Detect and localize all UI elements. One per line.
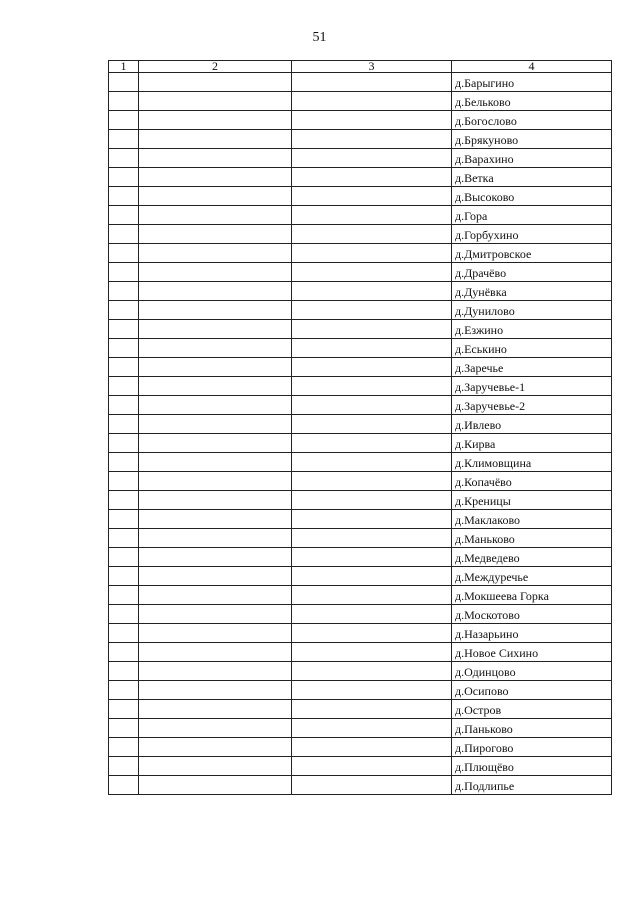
settlement-name-cell: д.Высоково <box>452 187 612 206</box>
settlement-name-cell: д.Брякуново <box>452 130 612 149</box>
header-cell-1: 1 <box>109 61 139 73</box>
empty-cell-col-3 <box>292 130 452 149</box>
empty-cell-col-3 <box>292 738 452 757</box>
empty-cell-col-1 <box>109 700 139 719</box>
table-body <box>109 61 612 795</box>
settlement-name-cell: д.Еськино <box>452 339 612 358</box>
empty-cell-col-3 <box>292 472 452 491</box>
empty-cell-col-3 <box>292 244 452 263</box>
settlement-name-cell: д.Копачёво <box>452 472 612 491</box>
empty-cell-col-2 <box>139 491 292 510</box>
empty-cell-col-3 <box>292 453 452 472</box>
settlement-name-cell: д.Мокшеева Горка <box>452 586 612 605</box>
table-row <box>109 130 612 149</box>
settlement-name-cell: д.Маньково <box>452 529 612 548</box>
empty-cell-col-3 <box>292 662 452 681</box>
page-number: 51 <box>312 30 327 45</box>
table-row <box>109 206 612 225</box>
header-cell-2: 2 <box>139 61 292 73</box>
empty-cell-col-3 <box>292 624 452 643</box>
empty-cell-col-3 <box>292 111 452 130</box>
table-row <box>109 73 612 92</box>
settlement-name-cell: д.Заречье <box>452 358 612 377</box>
empty-cell-col-2 <box>139 73 292 92</box>
settlement-name-cell: д.Гора <box>452 206 612 225</box>
empty-cell-col-3 <box>292 757 452 776</box>
table-row <box>109 263 612 282</box>
table-row <box>109 738 612 757</box>
table-row <box>109 453 612 472</box>
settlement-name-cell: д.Москотово <box>452 605 612 624</box>
empty-cell-col-2 <box>139 681 292 700</box>
empty-cell-col-1 <box>109 111 139 130</box>
empty-cell-col-3 <box>292 776 452 795</box>
table-row <box>109 434 612 453</box>
settlement-name-cell: д.Маклаково <box>452 510 612 529</box>
empty-cell-col-1 <box>109 586 139 605</box>
empty-cell-col-3 <box>292 700 452 719</box>
table-row <box>109 396 612 415</box>
empty-cell-col-2 <box>139 643 292 662</box>
table-row <box>109 624 612 643</box>
empty-cell-col-2 <box>139 92 292 111</box>
settlement-name-cell: д.Заручевье-2 <box>452 396 612 415</box>
empty-cell-col-3 <box>292 681 452 700</box>
empty-cell-col-3 <box>292 719 452 738</box>
empty-cell-col-2 <box>139 206 292 225</box>
empty-cell-col-2 <box>139 130 292 149</box>
empty-cell-col-1 <box>109 757 139 776</box>
table-row <box>109 700 612 719</box>
settlement-name-cell: д.Ветка <box>452 168 612 187</box>
header-cell-4: 4 <box>452 61 612 73</box>
empty-cell-col-2 <box>139 472 292 491</box>
settlement-name-cell: д.Богослово <box>452 111 612 130</box>
empty-cell-col-1 <box>109 244 139 263</box>
empty-cell-col-2 <box>139 263 292 282</box>
table-row <box>109 358 612 377</box>
empty-cell-col-1 <box>109 320 139 339</box>
empty-cell-col-3 <box>292 605 452 624</box>
settlement-name-cell: д.Пирогово <box>452 738 612 757</box>
empty-cell-col-1 <box>109 738 139 757</box>
table-row <box>109 244 612 263</box>
settlement-name-cell: д.Подлипье <box>452 776 612 795</box>
empty-cell-col-1 <box>109 605 139 624</box>
table-row <box>109 187 612 206</box>
empty-cell-col-2 <box>139 662 292 681</box>
empty-cell-col-1 <box>109 358 139 377</box>
table-row <box>109 776 612 795</box>
table-row <box>109 168 612 187</box>
table-row <box>109 510 612 529</box>
empty-cell-col-1 <box>109 510 139 529</box>
empty-cell-col-1 <box>109 149 139 168</box>
empty-cell-col-2 <box>139 358 292 377</box>
empty-cell-col-2 <box>139 700 292 719</box>
empty-cell-col-1 <box>109 662 139 681</box>
empty-cell-col-1 <box>109 130 139 149</box>
empty-cell-col-3 <box>292 510 452 529</box>
empty-cell-col-2 <box>139 111 292 130</box>
empty-cell-col-3 <box>292 548 452 567</box>
empty-cell-col-1 <box>109 339 139 358</box>
empty-cell-col-2 <box>139 510 292 529</box>
table-row <box>109 605 612 624</box>
table-row <box>109 282 612 301</box>
settlement-name-cell: д.Паньково <box>452 719 612 738</box>
empty-cell-col-2 <box>139 339 292 358</box>
empty-cell-col-3 <box>292 73 452 92</box>
empty-cell-col-3 <box>292 339 452 358</box>
table-row <box>109 92 612 111</box>
empty-cell-col-2 <box>139 301 292 320</box>
empty-cell-col-1 <box>109 472 139 491</box>
table-row <box>109 377 612 396</box>
settlements-table-container <box>108 60 612 795</box>
empty-cell-col-2 <box>139 776 292 795</box>
empty-cell-col-1 <box>109 301 139 320</box>
settlements-table <box>108 60 612 795</box>
settlement-name-cell: д.Дунилово <box>452 301 612 320</box>
settlement-name-cell: д.Езжино <box>452 320 612 339</box>
empty-cell-col-1 <box>109 529 139 548</box>
settlement-name-cell: д.Дмитровское <box>452 244 612 263</box>
table-header-row <box>109 61 612 73</box>
empty-cell-col-2 <box>139 548 292 567</box>
settlement-name-cell: д.Остров <box>452 700 612 719</box>
empty-cell-col-2 <box>139 320 292 339</box>
empty-cell-col-1 <box>109 377 139 396</box>
empty-cell-col-3 <box>292 168 452 187</box>
table-row <box>109 681 612 700</box>
table-row <box>109 719 612 738</box>
empty-cell-col-2 <box>139 168 292 187</box>
table-row <box>109 491 612 510</box>
table-row <box>109 111 612 130</box>
empty-cell-col-2 <box>139 396 292 415</box>
empty-cell-col-3 <box>292 434 452 453</box>
empty-cell-col-2 <box>139 225 292 244</box>
settlement-name-cell: д.Бельково <box>452 92 612 111</box>
empty-cell-col-3 <box>292 396 452 415</box>
empty-cell-col-2 <box>139 415 292 434</box>
empty-cell-col-1 <box>109 624 139 643</box>
settlement-name-cell: д.Горбухино <box>452 225 612 244</box>
empty-cell-col-1 <box>109 92 139 111</box>
empty-cell-col-1 <box>109 719 139 738</box>
empty-cell-col-2 <box>139 605 292 624</box>
empty-cell-col-2 <box>139 187 292 206</box>
header-cell-3: 3 <box>292 61 452 73</box>
empty-cell-col-3 <box>292 301 452 320</box>
empty-cell-col-3 <box>292 263 452 282</box>
table-row <box>109 320 612 339</box>
settlement-name-cell: д.Новое Сихино <box>452 643 612 662</box>
settlement-name-cell: д.Варахино <box>452 149 612 168</box>
empty-cell-col-1 <box>109 206 139 225</box>
empty-cell-col-2 <box>139 434 292 453</box>
empty-cell-col-2 <box>139 529 292 548</box>
empty-cell-col-1 <box>109 225 139 244</box>
empty-cell-col-3 <box>292 320 452 339</box>
table-row <box>109 225 612 244</box>
empty-cell-col-3 <box>292 358 452 377</box>
empty-cell-col-1 <box>109 567 139 586</box>
empty-cell-col-3 <box>292 491 452 510</box>
empty-cell-col-1 <box>109 453 139 472</box>
empty-cell-col-1 <box>109 776 139 795</box>
empty-cell-col-1 <box>109 643 139 662</box>
settlement-name-cell: д.Дунёвка <box>452 282 612 301</box>
empty-cell-col-3 <box>292 92 452 111</box>
settlement-name-cell: д.Междуречье <box>452 567 612 586</box>
empty-cell-col-1 <box>109 73 139 92</box>
settlement-name-cell: д.Креницы <box>452 491 612 510</box>
empty-cell-col-2 <box>139 738 292 757</box>
empty-cell-col-3 <box>292 225 452 244</box>
table-row <box>109 662 612 681</box>
settlement-name-cell: д.Климовщина <box>452 453 612 472</box>
table-row <box>109 301 612 320</box>
empty-cell-col-3 <box>292 643 452 662</box>
empty-cell-col-2 <box>139 719 292 738</box>
empty-cell-col-1 <box>109 187 139 206</box>
empty-cell-col-2 <box>139 567 292 586</box>
empty-cell-col-1 <box>109 491 139 510</box>
settlement-name-cell: д.Осипово <box>452 681 612 700</box>
empty-cell-col-1 <box>109 434 139 453</box>
empty-cell-col-3 <box>292 567 452 586</box>
table-row <box>109 586 612 605</box>
empty-cell-col-3 <box>292 377 452 396</box>
settlement-name-cell: д.Драчёво <box>452 263 612 282</box>
settlement-name-cell: д.Заручевье-1 <box>452 377 612 396</box>
empty-cell-col-2 <box>139 624 292 643</box>
table-row <box>109 567 612 586</box>
settlement-name-cell: д.Одинцово <box>452 662 612 681</box>
table-row <box>109 529 612 548</box>
settlement-name-cell: д.Медведево <box>452 548 612 567</box>
table-row <box>109 757 612 776</box>
settlement-name-cell: д.Плющёво <box>452 757 612 776</box>
empty-cell-col-2 <box>139 282 292 301</box>
table-row <box>109 415 612 434</box>
table-row <box>109 472 612 491</box>
empty-cell-col-1 <box>109 681 139 700</box>
empty-cell-col-2 <box>139 586 292 605</box>
empty-cell-col-1 <box>109 548 139 567</box>
table-row <box>109 149 612 168</box>
empty-cell-col-2 <box>139 244 292 263</box>
empty-cell-col-3 <box>292 187 452 206</box>
table-row <box>109 339 612 358</box>
empty-cell-col-3 <box>292 529 452 548</box>
settlement-name-cell: д.Барыгино <box>452 73 612 92</box>
table-row <box>109 643 612 662</box>
table-row <box>109 548 612 567</box>
empty-cell-col-2 <box>139 377 292 396</box>
empty-cell-col-3 <box>292 149 452 168</box>
empty-cell-col-3 <box>292 206 452 225</box>
settlement-name-cell: д.Ивлево <box>452 415 612 434</box>
empty-cell-col-1 <box>109 282 139 301</box>
empty-cell-col-1 <box>109 396 139 415</box>
empty-cell-col-2 <box>139 453 292 472</box>
empty-cell-col-1 <box>109 168 139 187</box>
empty-cell-col-1 <box>109 415 139 434</box>
empty-cell-col-3 <box>292 415 452 434</box>
empty-cell-col-2 <box>139 149 292 168</box>
settlement-name-cell: д.Назарьино <box>452 624 612 643</box>
empty-cell-col-1 <box>109 263 139 282</box>
empty-cell-col-3 <box>292 586 452 605</box>
settlement-name-cell: д.Кирва <box>452 434 612 453</box>
empty-cell-col-2 <box>139 757 292 776</box>
empty-cell-col-3 <box>292 282 452 301</box>
